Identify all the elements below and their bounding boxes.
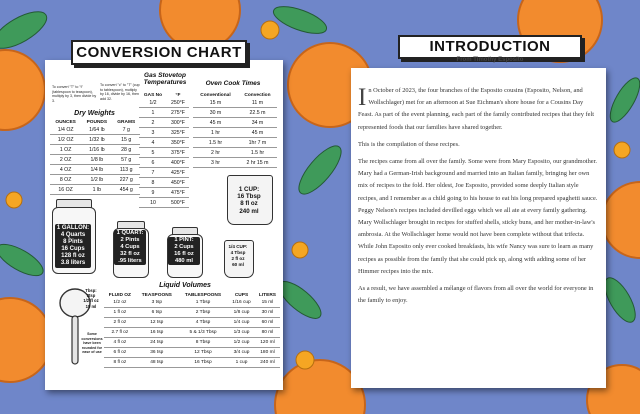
dry-weights-heading: Dry Weights — [74, 110, 115, 117]
dry-col-pounds: POUNDS — [86, 120, 108, 125]
rounding-note: Some conversions have been rounded for ease of use — [81, 332, 103, 354]
dry-weights-table — [50, 120, 140, 195]
introduction-banner — [398, 35, 582, 59]
intro-paragraph-3: The recipes came from all over the family. Some were from Mary Esposito, our grandmother. Mary had a German-Irish background and married into an Italian family, bringing her own mix of recipes to the fold. Her oldest, Joe Esposito, provided some deeply Italian style recipes, and I remember as a child going to his house to eat his long prepared spaghetti sauce. Peggy Nelson's recipes included devilled eggs which we all ate at every family gathering. Mary Wollschlager brought in recipes for stuffed shells, sticky buns, and her mother-in-law's ambrosia. At the Wollschlager home would not have been complete without that trifecta. While John Esposito only ever cooked breakfasts, his wife Nancy was sure to learn as many recipes as possible from the family that she could pick up, along with adding some of her Himmer recipes into the mix. — [358, 158, 598, 275]
table-row: 8 450°F — [139, 178, 189, 188]
jar-line: 16 fl oz — [174, 251, 194, 257]
gas-temps-table — [139, 93, 189, 208]
table-row: 1 fl oz 6 tsp 2 Tbsp 1/8 cup 30 ml — [104, 308, 280, 318]
pint-jar-label — [168, 237, 200, 265]
jar-line: 1 GALLON: — [56, 225, 90, 231]
jar-line: 2 Cups — [174, 244, 194, 250]
table-row: 2.7 fl oz 16 tsp 5 & 1/3 Tbsp 1/3 cup 80 ml — [104, 328, 280, 338]
liquid-col-liters: LITERS — [258, 293, 276, 298]
jar-line: 32 fl oz — [120, 251, 140, 257]
table-row: 1.5 hr 1hr 7 m — [193, 138, 277, 148]
liquid-volumes-heading: Liquid Volumes — [159, 282, 211, 289]
one-cup-label — [229, 186, 269, 215]
table-row: 2 300°F — [139, 118, 189, 128]
oven-times-heading: Oven Cook Times — [205, 80, 261, 87]
jar-line: 3.8 liters — [60, 260, 86, 266]
cup-line: 1/4 CUP: — [228, 244, 248, 249]
tablespoon-label — [78, 288, 104, 309]
spoon-line: 15 ml — [85, 303, 97, 309]
gallon-jar-label — [55, 224, 91, 268]
jar-line: 2 Pints — [120, 237, 140, 243]
quart-jar-label — [114, 230, 146, 265]
tip-oz: To convert "c" to "T" (cup to tablespoon), multiply by 16, divide by 16, then add 32. — [100, 83, 140, 101]
jar-line: 128 fl oz — [61, 253, 85, 259]
table-row: 16 OZ 1 lb 454 g — [50, 185, 140, 195]
table-row: 5 375°F — [139, 148, 189, 158]
table-row: 1/2 250°F — [139, 98, 189, 108]
jar-line: 4 Cups — [120, 244, 140, 250]
cup-line: 240 ml — [239, 207, 259, 215]
table-row: 1 275°F — [139, 108, 189, 118]
conversion-chart-title: CONVERSION CHART — [76, 44, 242, 61]
liquid-col-teaspoons: TEASPOONS — [141, 293, 172, 298]
jar-line: 1 QUART: — [116, 230, 144, 236]
cup-line: 2 fl oz — [231, 256, 245, 261]
table-row: 9 475°F — [139, 188, 189, 198]
liquid-col-tablespoons: TABLESPOONS — [184, 293, 222, 298]
cup-line: 60 ml — [232, 262, 244, 267]
table-row: 8 OZ 1/2 lb 227 g — [50, 175, 140, 185]
table-row: 7 425°F — [139, 168, 189, 178]
table-row: 2 OZ 1/8 lb 57 g — [50, 155, 140, 165]
table-row: 1 OZ 1/16 lb 28 g — [50, 145, 140, 155]
spoon-line: Tbsp: — [85, 288, 97, 293]
table-row: 10 500°F — [139, 198, 189, 208]
jar-line: 4 Quarts — [60, 232, 86, 238]
cup-line: 4 Tbsp — [230, 250, 246, 255]
jar-line: 1 PINT: — [174, 237, 194, 243]
table-row: 45 m 34 m — [193, 118, 277, 128]
spoon-line: 1/2 fl oz — [83, 298, 99, 304]
jar-line: 16 Cups — [61, 246, 85, 252]
oven-times-table — [193, 93, 277, 168]
jar-line: 8 Pints — [63, 239, 83, 245]
table-row: 6 400°F — [139, 158, 189, 168]
table-row: 6 fl oz 36 tsp 12 Tbsp 3/4 cup 180 ml — [104, 348, 280, 358]
table-row: 30 m 22.5 m — [193, 108, 277, 118]
table-row: 1/2 OZ 1/32 lb 15 g — [50, 135, 140, 145]
cup-line: 1 CUP: — [238, 186, 260, 193]
dry-col-ounces: OUNCES — [55, 120, 76, 125]
table-row: 1/2 oz 3 tsp 1 Tbsp 1/16 cup 15 ml — [104, 298, 280, 308]
cup-line: 16 Tbsp — [237, 193, 261, 201]
intro-paragraph-1-text: n October of 2023, the four branches of the Esposito cousins (Esposito, Nelson, and Wollschlager) met for an afternoon at Sue Eichman's shore house for a Cousins Day Feast. As part of the event planning, each part of the family contributed recipes that they felt represented foods that our families have shared together. — [358, 87, 595, 131]
introduction-byline: From Timothy Esposito — [456, 57, 524, 63]
table-row: 8 fl oz 48 tsp 16 Tbsp 1 cup 240 ml — [104, 358, 280, 368]
quarter-cup-label — [224, 244, 252, 268]
liquid-col-cups: CUPS — [234, 293, 249, 298]
jar-line: .95 liters — [118, 258, 142, 264]
table-row: 15 m 11 m — [193, 98, 277, 108]
gas-col-number: GAS No — [143, 93, 163, 98]
gas-temps-heading: Gas Stovetop Temperatures — [143, 72, 187, 86]
tip-tbsp: To convert "T" to "t" (tablespoon to teaspoon), multiply by 3, then divide by 3. — [52, 85, 97, 103]
introduction-body — [358, 85, 598, 312]
table-row: 2 hr 1.5 hr — [193, 148, 277, 158]
table-row: 2 fl oz 12 tsp 4 Tbsp 1/4 cup 60 ml — [104, 318, 280, 328]
intro-paragraph-4: As a result, we have assembled a mélange of flavors from all over the world for everyone in the family to enjoy. — [358, 285, 594, 305]
liquid-col-fluid-oz: FLUID OZ — [108, 293, 131, 298]
liquid-volumes-table — [104, 293, 280, 368]
table-row: 4 fl oz 24 tsp 8 Tbsp 1/2 cup 120 ml — [104, 338, 280, 348]
intro-paragraph-2: This is the compilation of these recipes. — [358, 140, 460, 148]
dry-col-grams: GRAMS — [117, 120, 136, 125]
table-row: 4 350°F — [139, 138, 189, 148]
table-row: 4 OZ 1/4 lb 113 g — [50, 165, 140, 175]
table-row: 3 hr 2 hr 15 m — [193, 158, 277, 168]
table-row: 1 hr 45 m — [193, 128, 277, 138]
drop-cap: I — [358, 84, 367, 111]
table-row: 3 325°F — [139, 128, 189, 138]
intro-paragraph-1 — [358, 85, 598, 134]
oven-col-conventional: Conventional — [200, 93, 231, 98]
spoon-line: 3tsp — [86, 293, 96, 299]
conversion-chart-banner — [71, 40, 247, 65]
jar-line: 480 ml — [174, 258, 194, 264]
introduction-title: INTRODUCTION — [429, 38, 551, 55]
oven-col-convection: Convection — [244, 93, 271, 98]
gas-col-fahrenheit: °F — [175, 93, 181, 98]
cup-line: 8 fl oz — [240, 200, 258, 208]
table-row: 1/4 OZ 1/64 lb 7 g — [50, 125, 140, 135]
